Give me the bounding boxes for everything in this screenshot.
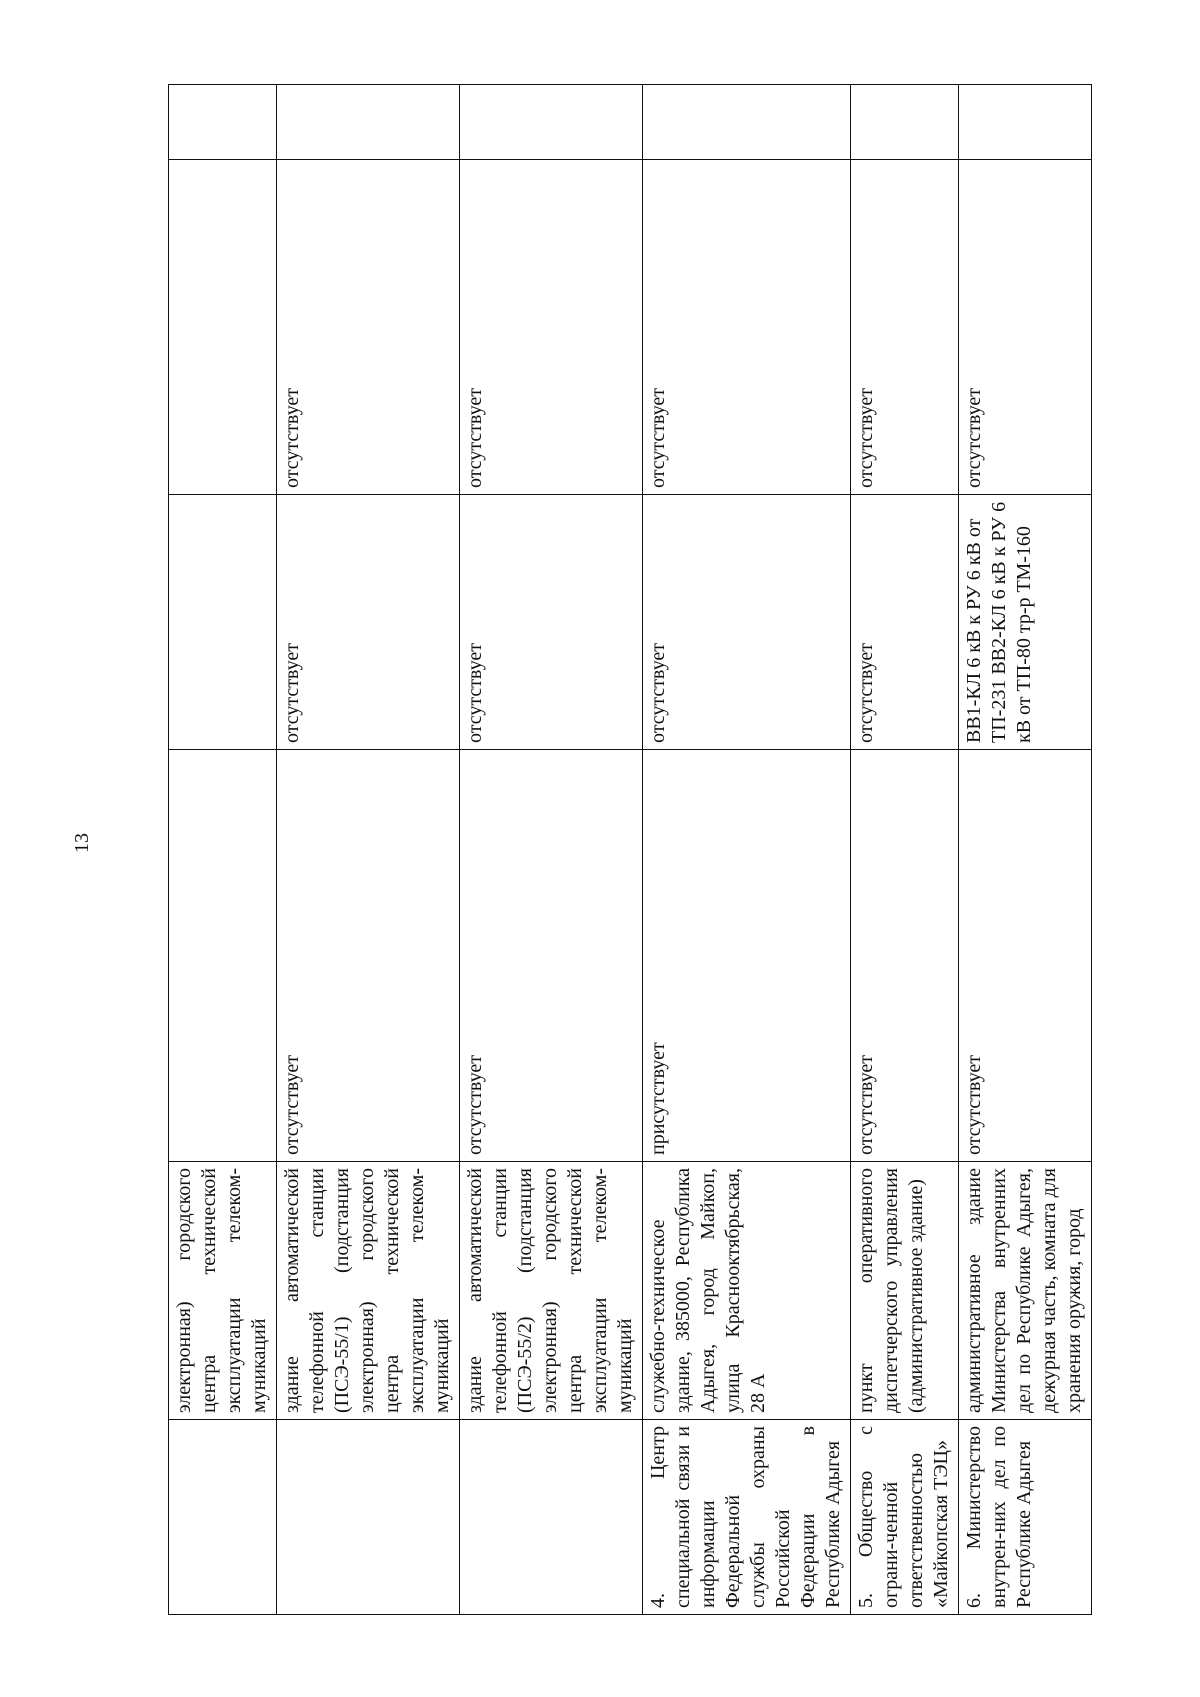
col4-cell: отсутствует xyxy=(851,495,959,750)
col3-cell: отсутствует xyxy=(277,750,460,1162)
col4-cell: ВВ1-КЛ 6 кВ к РУ 6 кВ от ТП-231 ВВ2-КЛ 6 кВ к РУ 6 кВ от ТП-80 тр-р ТМ-160 xyxy=(959,495,1092,750)
col4-cell: отсутствует xyxy=(643,495,851,750)
col6-cell xyxy=(277,85,460,160)
col5-cell: отсутствует xyxy=(851,160,959,495)
table-row xyxy=(851,85,959,1615)
object-cell: административное здание Министерства внутренних дел по Республике Адыгея, дежурная часть, комната для хранения оружия, город xyxy=(959,1162,1092,1420)
object-cell: пункт оперативного диспетчерского управления (административное здание) xyxy=(851,1162,959,1420)
col5-cell: отсутствует xyxy=(959,160,1092,495)
col6-cell xyxy=(169,85,277,160)
org-cell xyxy=(169,1420,277,1615)
col6-cell xyxy=(460,85,643,160)
table-row xyxy=(277,85,460,1615)
rotated-table-container xyxy=(168,85,1085,1615)
org-cell: 6. Министерство внутрен-них дел по Республике Адыгея xyxy=(959,1420,1092,1615)
col5-cell: отсутствует xyxy=(460,160,643,495)
object-cell: электронная) городского центра технической эксплуатации телеком-муникаций xyxy=(169,1162,277,1420)
page-number: 13 xyxy=(71,833,93,853)
object-cell: здание автоматической телефонной станции (ПСЭ-55/2) (подстанция электронная) городского центра технической эксплуатации телеком-муникаций xyxy=(460,1162,643,1420)
org-cell xyxy=(277,1420,460,1615)
org-cell: 5. Общество с ограни-ченной ответственностью «Майкопская ТЭЦ» xyxy=(851,1420,959,1615)
org-cell xyxy=(460,1420,643,1615)
col3-cell xyxy=(169,750,277,1162)
table-row xyxy=(959,85,1092,1615)
object-cell: служебно-техническое здание, 385000, Республика Адыгея, город Майкоп, улица Краснооктябрьская, 28 А xyxy=(643,1162,851,1420)
object-cell: здание автоматической телефонной станции (ПСЭ-55/1) (подстанция электронная) городского центра технической эксплуатации телеком-муникаций xyxy=(277,1162,460,1420)
col4-cell: отсутствует xyxy=(277,495,460,750)
table-row xyxy=(169,85,277,1615)
col3-cell: отсутствует xyxy=(959,750,1092,1162)
col6-cell xyxy=(643,85,851,160)
col3-cell: отсутствует xyxy=(460,750,643,1162)
col4-cell xyxy=(169,495,277,750)
col4-cell: отсутствует xyxy=(460,495,643,750)
col5-cell xyxy=(169,160,277,495)
col6-cell xyxy=(959,85,1092,160)
org-cell: 4. Центр специальной связи и информации Федеральной службы охраны Российской Федерации в Республике Адыгея xyxy=(643,1420,851,1615)
col5-cell: отсутствует xyxy=(277,160,460,495)
col3-cell: отсутствует xyxy=(851,750,959,1162)
col6-cell xyxy=(851,85,959,160)
col5-cell: отсутствует xyxy=(643,160,851,495)
table-row xyxy=(643,85,851,1615)
table-row xyxy=(460,85,643,1615)
col3-cell: присутствует xyxy=(643,750,851,1162)
shelter-table xyxy=(168,84,1092,1615)
